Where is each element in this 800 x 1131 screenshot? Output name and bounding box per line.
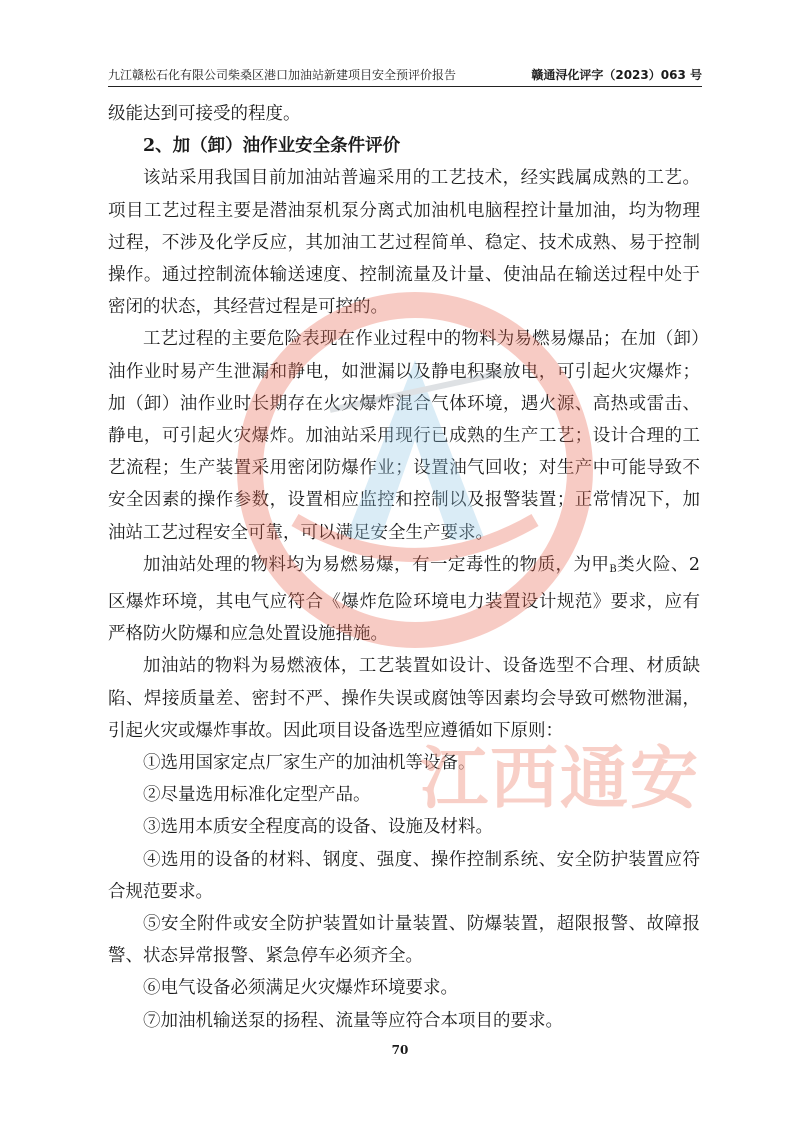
list-item: ④选用的设备的材料、钢度、强度、操作控制系统、安全防护装置应符合规范要求。 xyxy=(108,849,700,902)
section-heading: 2、加（卸）油作业安全条件评价 xyxy=(143,136,401,157)
page-body xyxy=(108,98,700,1037)
report-title: 九江赣松石化有限公司柴桑区港口加油站新建项目安全预评价报告 xyxy=(108,68,457,82)
paragraph-materials xyxy=(108,549,700,651)
watermark-text: 江西通安 xyxy=(420,740,701,819)
paragraph-equipment-principles: 加油站的物料为易燃液体，工艺装置如设计、设备选型不合理、材质缺陷、焊接质量差、密封不严、操作失误或腐蚀等因素均会导致可燃物泄漏，引起火灾或爆炸事故。因此项目设备选型应遵循如下原则： xyxy=(108,656,700,741)
list-item: ⑦加油机输送泵的扬程、流量等应符合本项目的要求。 xyxy=(143,1010,563,1031)
paragraph-materials-part1: 加油站处理的物料均为易燃易爆，有一定毒性的物质，为甲 xyxy=(143,554,610,575)
list-item: ⑤安全附件或安全防护装置如计量装置、防爆装置，超限报警、故障报警、状态异常报警、紧急停车必须齐全。 xyxy=(108,914,700,967)
document-number: 赣通浔化评字（2023）063 号 xyxy=(531,68,702,82)
list-item: ②尽量选用标准化定型产品。 xyxy=(143,785,371,806)
paragraph-process-technology: 该站采用我国目前加油站普遍采用的工艺技术，经实践属成熟的工艺。项目工艺过程主要是潜油泵机泵分离式加油机电脑程控计量加油，均为物理过程，不涉及化学反应，其加油工艺过程简单、稳定、技术成熟、易于控制操作。通过控制流体输送速度、控制流量及计量、使油品在输送过程中处于密闭的状态，其经营过程是可控的。 xyxy=(108,168,700,318)
list-item: ①选用国家定点厂家生产的加油机等设备。 xyxy=(143,753,476,774)
page-header xyxy=(108,66,702,87)
list-item: ⑥电气设备必须满足火灾爆炸环境要求。 xyxy=(143,978,458,999)
paragraph-materials-part2: 类火险、2区爆炸环境，其电气应符合《爆炸危险环境电力装置设计规范》要求，应有严格防火防爆和应急处置设施措施。 xyxy=(108,554,700,645)
list-item: ③选用本质安全程度高的设备、设施及材料。 xyxy=(143,817,493,838)
paragraph-continuation: 级能达到可接受的程度。 xyxy=(108,104,301,124)
fire-class-subscript: B xyxy=(609,563,617,575)
page-number: 70 xyxy=(391,1043,409,1057)
paragraph-hazards: 工艺过程的主要危险表现在作业过程中的物料为易燃易爆品；在加（卸）油作业时易产生泄漏和静电，如泄漏以及静电积聚放电，可引起火灾爆炸；加（卸）油作业时长期存在火灾爆炸混合气体环境，遇火源、高热或雷击、静电，可引起火灾爆炸。加油站采用现行已成熟的生产工艺；设计合理的工艺流程；生产装置采用密闭防爆作业；设置油气回收；对生产中可能导致不安全因素的操作参数，设置相应监控和控制以及报警装置；正常情况下，加油站工艺过程安全可靠，可以满足安全生产要求。 xyxy=(108,329,700,543)
